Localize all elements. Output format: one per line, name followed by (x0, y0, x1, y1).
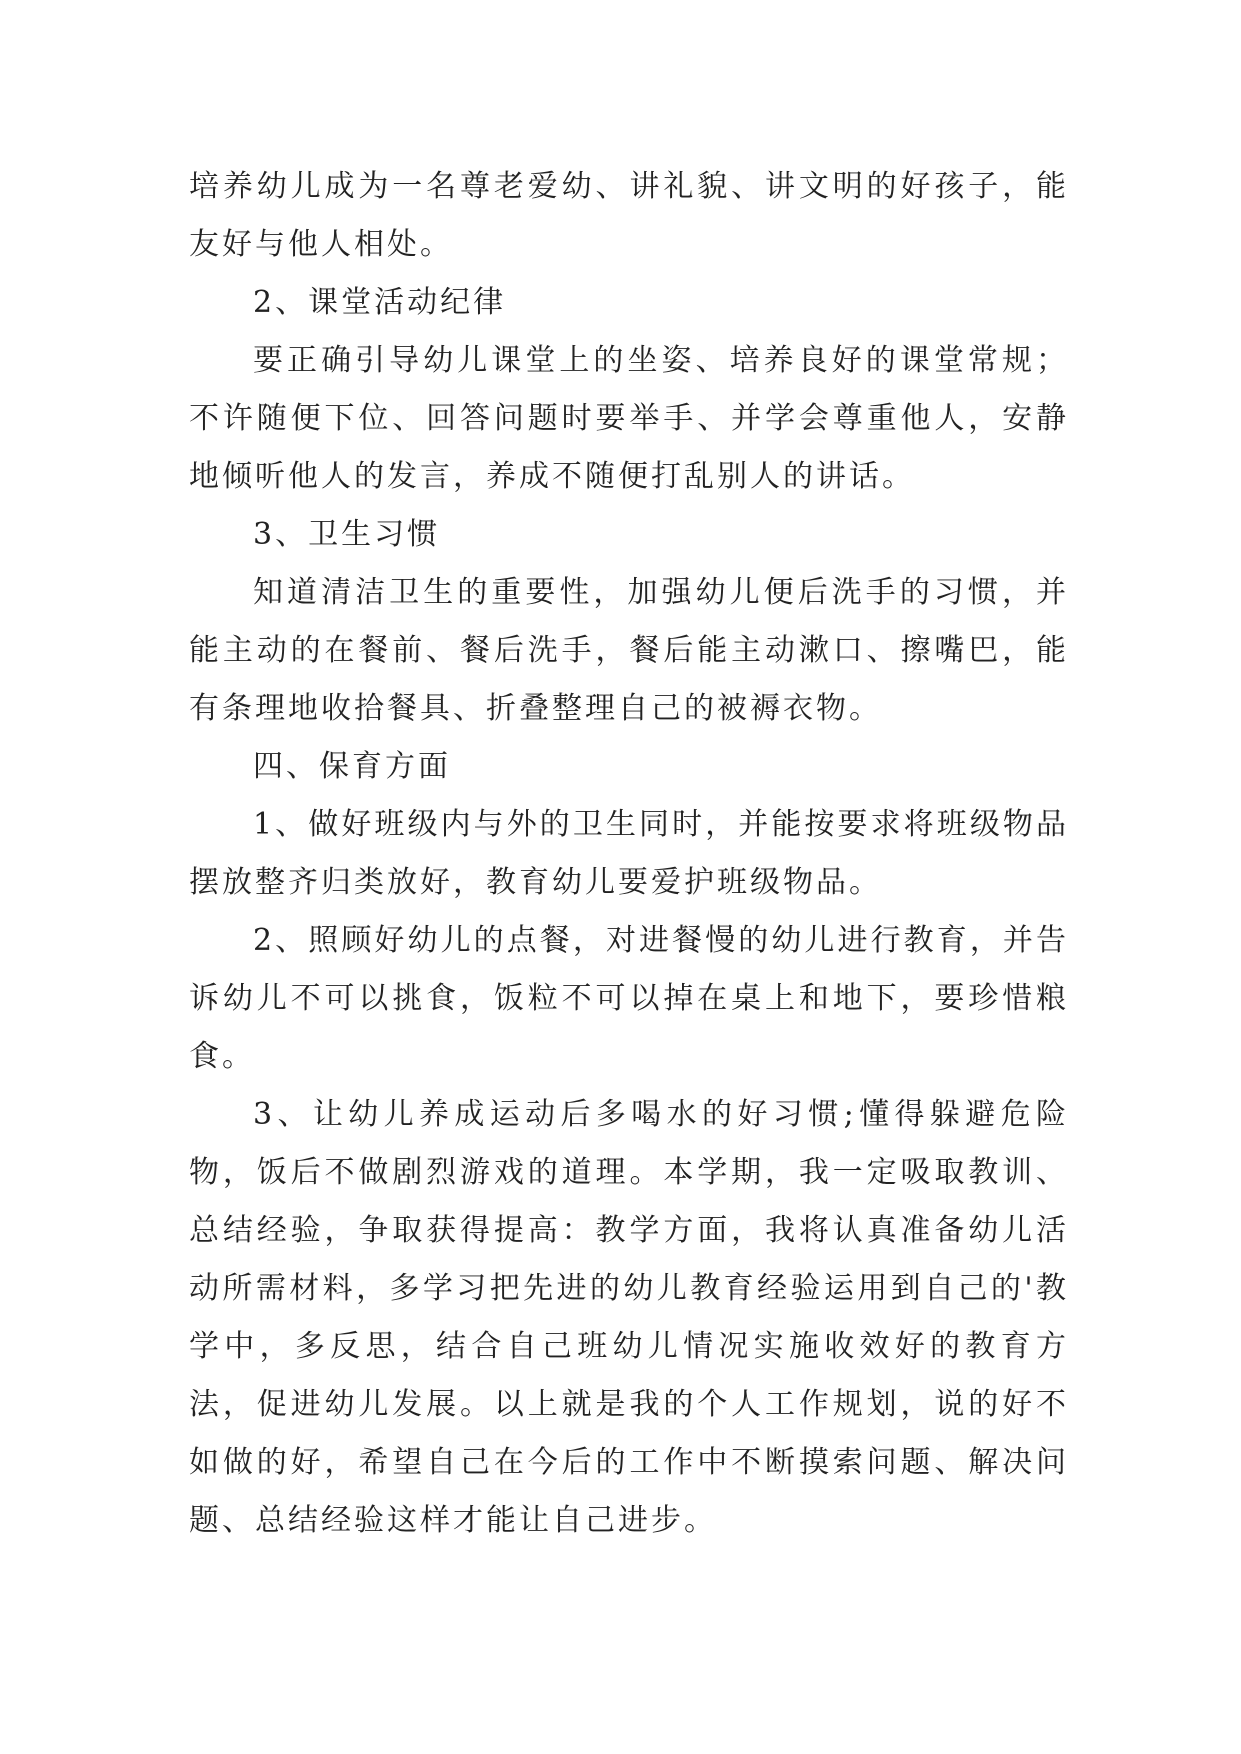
paragraph-continuation: 培养幼儿成为一名尊老爱幼、讲礼貌、讲文明的好孩子，能友好与他人相处。 (189, 169, 1069, 262)
heading-classroom-discipline: 2、课堂活动纪律 (253, 285, 507, 320)
paragraph-classroom-discipline: 要正确引导幼儿课堂上的坐姿、培养良好的课堂常规；不许随便下位、回答问题时要举手、并学会尊重他人，安静地倾听他人的发言，养成不随便打乱别人的讲话。 (189, 343, 1069, 494)
paragraph-childcare-item-2: 2、照顾好幼儿的点餐，对进餐慢的幼儿进行教育，并告诉幼儿不可以挑食，饭粒不可以掉在桌上和地下，要珍惜粮食。 (189, 923, 1069, 1074)
paragraph-hygiene-habits: 知道清洁卫生的重要性，加强幼儿便后洗手的习惯，并能主动的在餐前、餐后洗手，餐后能主动漱口、擦嘴巴，能有条理地收拾餐具、折叠整理自己的被褥衣物。 (189, 575, 1069, 726)
paragraph-childcare-item-3: 3、让幼儿养成运动后多喝水的好习惯;懂得躲避危险物，饭后不做剧烈游戏的道理。本学期，我一定吸取教训、总结经验，争取获得提高：教学方面，我将认真准备幼儿活动所需材料，多学习把先进的幼儿教育经验运用到自己的'教学中，多反思，结合自己班幼儿情况实施收效好的教育方法，促进幼儿发展。以上就是我的个人工作规划，说的好不如做的好，希望自己在今后的工作中不断摸索问题、解决问题、总结经验这样才能让自己进步。 (189, 1097, 1069, 1538)
paragraph-childcare-item-1: 1、做好班级内与外的卫生同时，并能按要求将班级物品摆放整齐归类放好，教育幼儿要爱护班级物品。 (189, 807, 1069, 900)
document-body (189, 158, 1069, 1550)
heading-hygiene-habits: 3、卫生习惯 (253, 517, 441, 552)
heading-childcare: 四、保育方面 (253, 749, 451, 784)
